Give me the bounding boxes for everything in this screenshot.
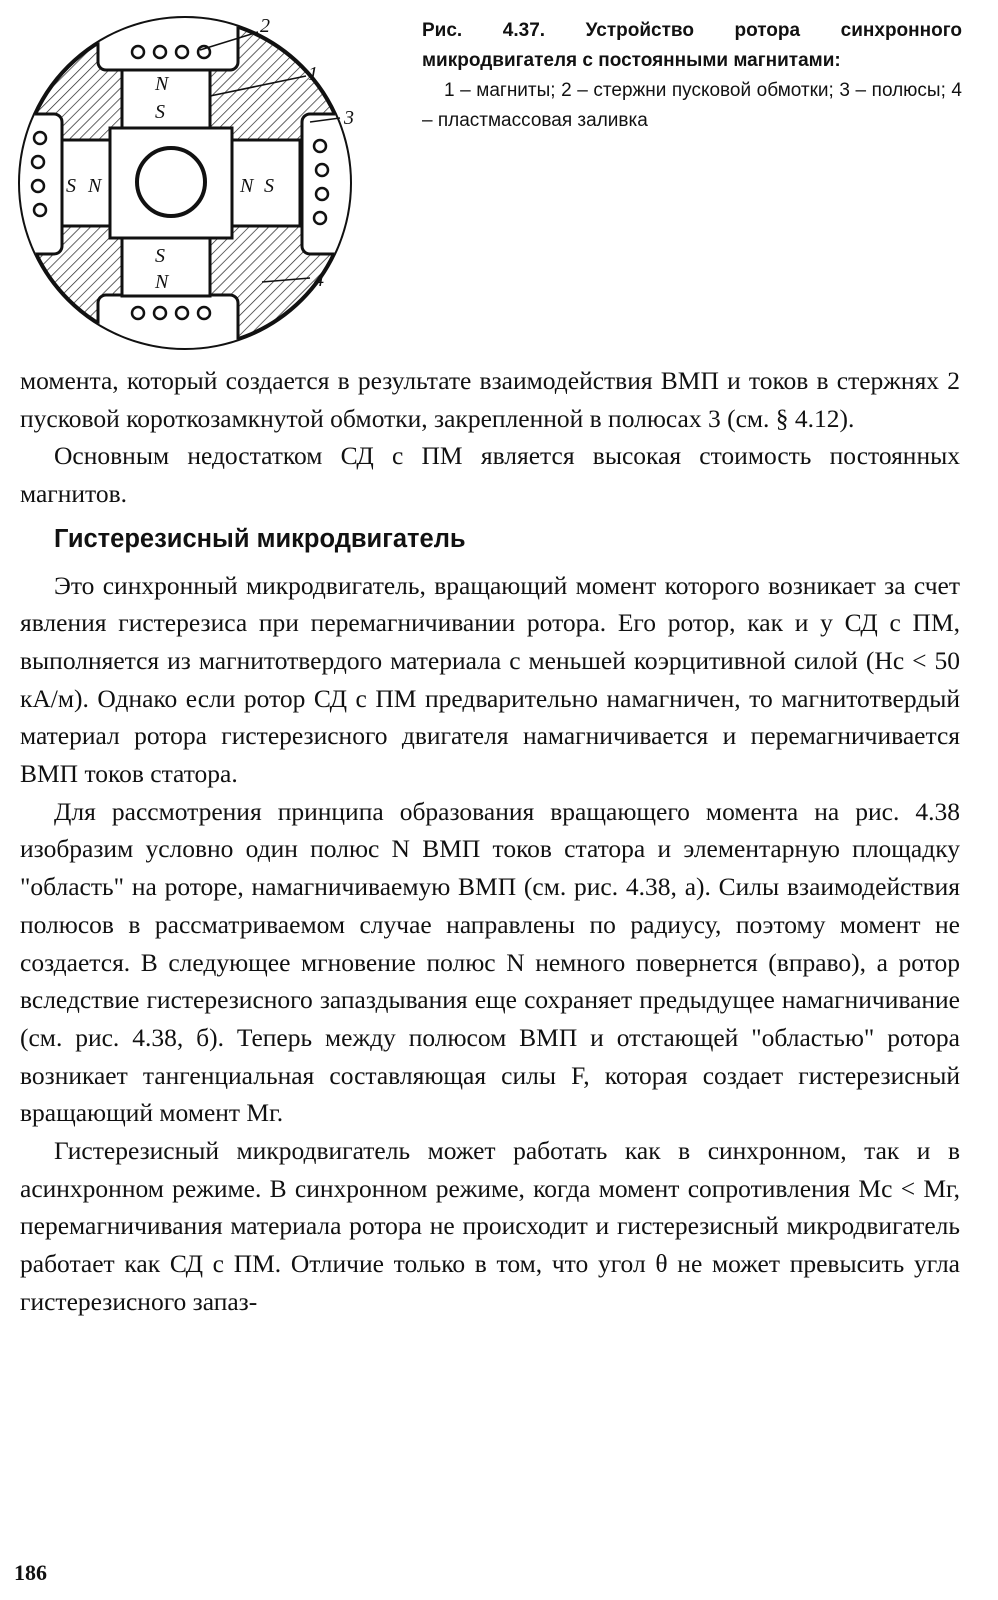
caption-legend: 1 – магниты; 2 – стержни пусковой обмотки; 3 – полюсы; 4 – пластмассовая заливка xyxy=(422,80,962,131)
pole-letter: N xyxy=(88,175,102,197)
pole-letter: S xyxy=(155,101,165,123)
label-2: 2 xyxy=(260,15,270,37)
pole-letter: N xyxy=(240,175,254,197)
paragraph: Гистерезисный микродвигатель может работать как в синхронном, так и в асинхронном режиме. В синхронном режиме, когда момент сопротивления Mc < Mг, перемагничивания материала ротора не происходит и гистерезисный микродвигатель работает как СД с ПМ. Отличие только в том, что угол θ не может превысить угла гистерезисного запаз- xyxy=(20,1136,960,1316)
label-1: 1 xyxy=(308,63,318,85)
paragraph: момента, который создается в результате взаимодействия ВМП и токов в стержнях 2 пусковой короткозамкнутой обмотки, закрепленной в полюсах 3 (см. § 4.12). xyxy=(20,366,960,433)
caption-title: Рис. 4.37. Устройство ротора синхронного микродвигателя с постоянными магнитами: xyxy=(422,20,962,71)
rotor-figure xyxy=(10,10,400,360)
pole-letter: S xyxy=(155,245,165,267)
page-number: 186 xyxy=(14,1560,47,1585)
label-3: 3 xyxy=(344,107,354,129)
pole-letter: S xyxy=(66,175,76,197)
main-text xyxy=(20,362,960,1321)
pole-letter: N xyxy=(155,73,169,95)
section-heading: Гистерезисный микродвигатель xyxy=(54,524,466,553)
shaft-hole xyxy=(137,148,205,216)
figure-caption xyxy=(422,16,962,136)
pole-letter: S xyxy=(264,175,274,197)
label-4: 4 xyxy=(314,269,324,291)
rotor-diagram xyxy=(10,10,400,360)
pole-letter: N xyxy=(155,271,169,293)
paragraph: Основным недостатком СД с ПМ является высокая стоимость постоянных магнитов. xyxy=(20,441,960,509)
paragraph: Для рассмотрения принципа образования вращающего момента на рис. 4.38 изобразим условно один полюс N ВМП токов статора и элементарную площадку "область" на роторе, намагничиваемую ВМП (см. рис. 4.38, а). Силы взаимодействия полюсов в рассматриваемом случае направлены по радиусу, поэтому момент не создается. В следующее мгновение полюс N немного повернется (вправо), а ротор вследствие гистерезисного запаздывания еще сохраняет предыдущее намагничивание (см. рис. 4.38, б). Теперь между полюсом ВМП и отстающей "областью" ротора возникает тангенциальная составляющая силы F, которая создает гистерезисный вращающий момент Mг. xyxy=(20,796,960,1128)
paragraph: Это синхронный микродвигатель, вращающий момент которого возникает за счет явления гистерезиса при перемагничивании ротора. Его ротор, как и у СД с ПМ, выполняется из магнитотвердого материала с меньшей коэрцитивной силой (Hc < 50 кА/м). Однако если ротор СД с ПМ предварительно намагничен, то магнитотвердый материал ротора гистерезисного двигателя намагничивается и перемагничивается ВМП токов статора. xyxy=(20,570,960,789)
